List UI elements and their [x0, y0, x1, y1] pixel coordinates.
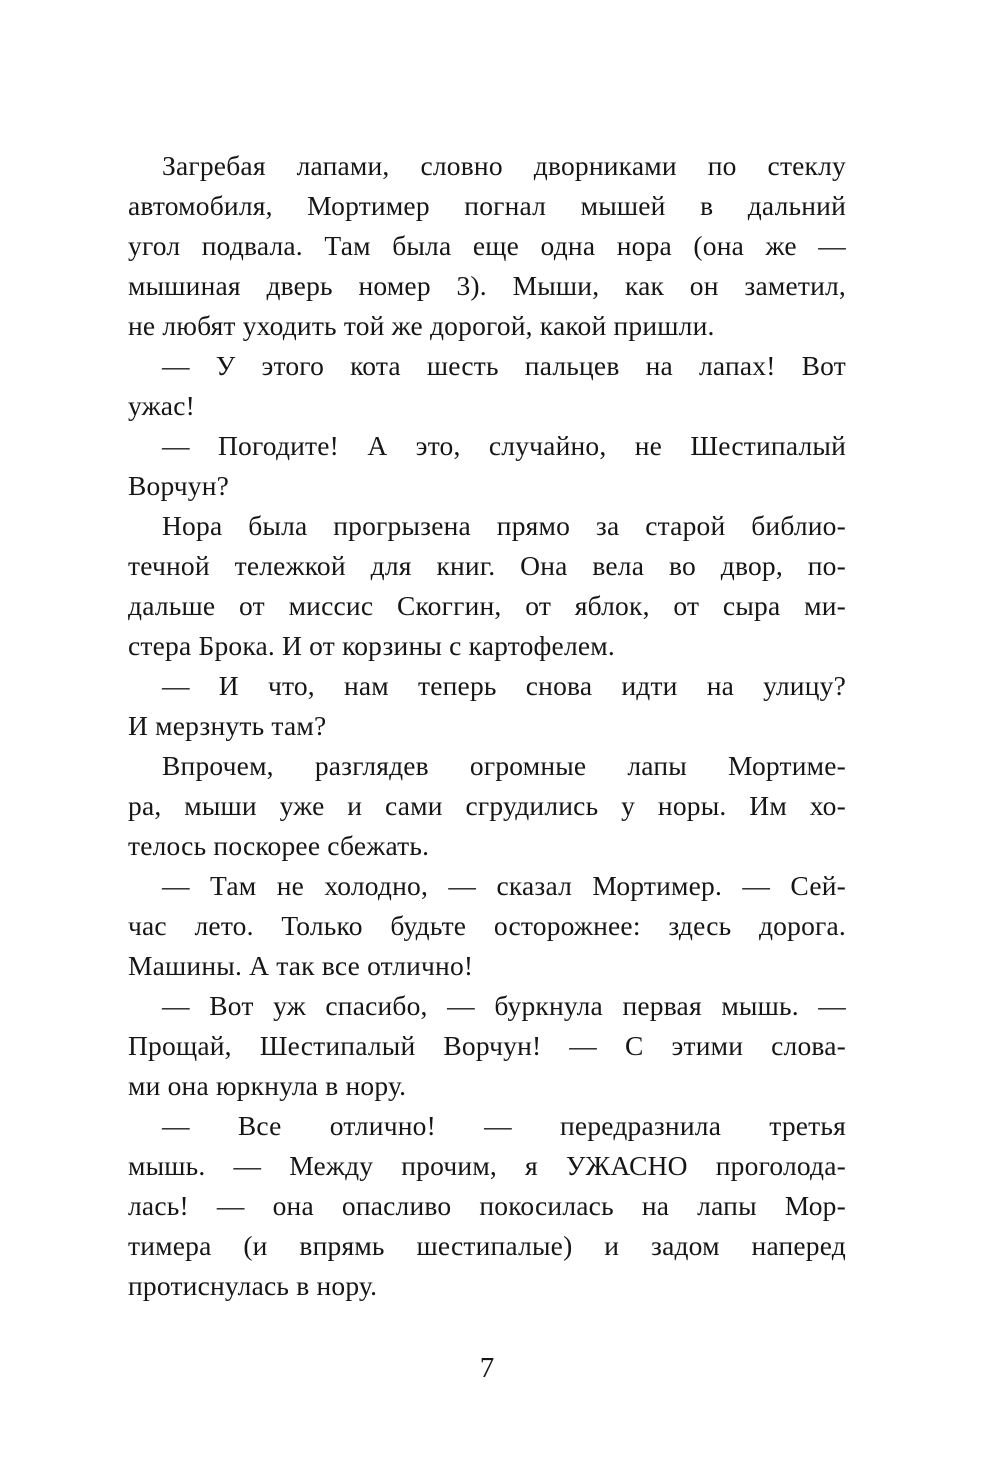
text-line: Ворчун?	[128, 470, 230, 501]
text-line: мышь. — Между прочим, я УЖАСНО проголода-	[128, 1150, 846, 1181]
text-line: ми она юркнула в нору.	[128, 1070, 407, 1101]
text-line: течной тележкой для книг. Она вела во двор, по-	[128, 550, 846, 581]
text-line: лась! — она опасливо покосилась на лапы Мор-	[128, 1190, 846, 1221]
text-line: — Вот уж спасибо, — буркнула первая мышь. —	[162, 990, 846, 1021]
text-line: Машины. А так все отлично!	[128, 950, 474, 981]
text-line: Загребая лапами, словно дворниками по стеклу	[162, 150, 846, 181]
text-line: угол подвала. Там была еще одна нора (она же —	[128, 230, 846, 261]
text-line: Прощай, Шестипалый Ворчун! — С этими слова-	[128, 1030, 846, 1061]
text-line: автомобиля, Мортимер погнал мышей в дальний	[128, 190, 846, 221]
text-line: — Все отлично! — передразнила третья	[162, 1110, 846, 1141]
text-line: стера Брока. И от корзины с картофелем.	[128, 630, 615, 661]
text-line: мышиная дверь номер 3). Мыши, как он заметил,	[128, 270, 846, 301]
page-number: 7	[479, 1352, 495, 1384]
text-line: — У этого кота шесть пальцев на лапах! Вот	[162, 350, 846, 381]
text-line: И мерзнуть там?	[128, 710, 327, 741]
text-line: протиснулась в нору.	[128, 1270, 378, 1301]
text-line: Впрочем, разглядев огромные лапы Мортиме-	[162, 750, 846, 781]
text-line: — И что, нам теперь снова идти на улицу?	[162, 670, 846, 701]
text-block	[128, 146, 846, 1306]
text-line: не любят уходить той же дорогой, какой пришли.	[128, 310, 715, 341]
text-line: тимера (и впрямь шестипалые) и задом наперед	[128, 1230, 846, 1261]
text-line: Нора была прогрызена прямо за старой библио-	[162, 510, 846, 541]
text-line: час лето. Только будьте осторожнее: здесь дорога.	[128, 910, 846, 941]
text-line: ужас!	[128, 390, 195, 421]
text-line: — Там не холодно, — сказал Мортимер. — Сей-	[162, 870, 846, 901]
text-line: — Погодите! А это, случайно, не Шестипалый	[162, 430, 846, 461]
text-line: дальше от миссис Скоггин, от яблок, от сыра ми-	[128, 590, 846, 621]
text-line: ра, мыши уже и сами сгрудились у норы. Им хо-	[128, 790, 846, 821]
text-line: телось поскорее сбежать.	[128, 830, 430, 861]
